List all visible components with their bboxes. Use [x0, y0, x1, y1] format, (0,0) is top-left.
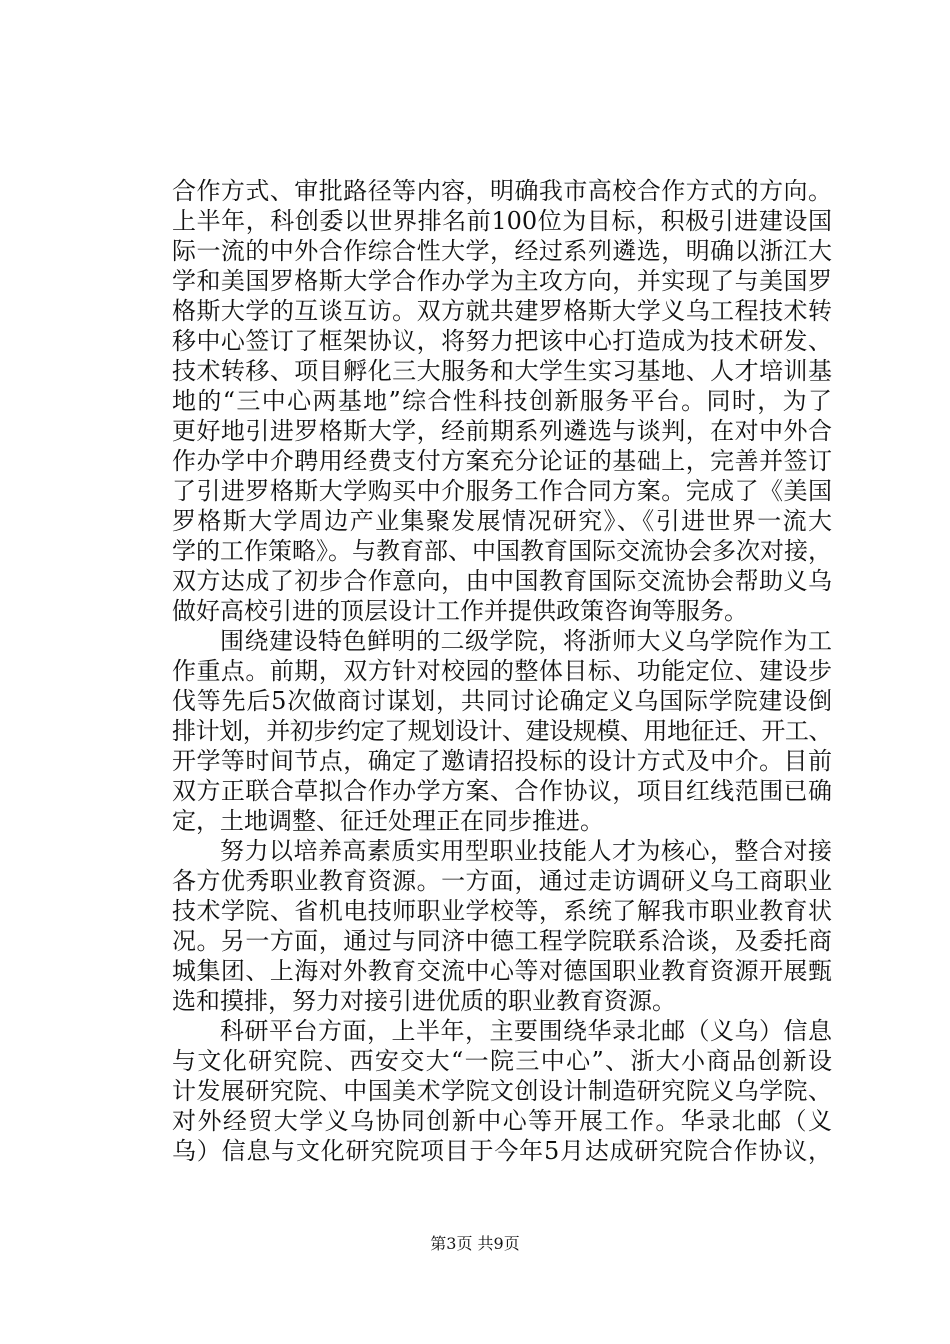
text-line: 况。另一方面，通过与同济中德工程学院联系洽谈，及委托商	[172, 927, 832, 955]
text-line: 合作方式、审批路径等内容，明确我市高校合作方式的方向。	[172, 177, 832, 205]
text-line: 开学等时间节点，确定了邀请招投标的设计方式及中介。目前	[172, 747, 832, 775]
text-line: 罗格斯大学周边产业集聚发展情况研究》、《引进世界一流大	[172, 507, 832, 535]
text-line: 学的工作策略》。与教育部、中国教育国际交流协会多次对接，	[172, 537, 832, 565]
text-line: 更好地引进罗格斯大学，经前期系列遴选与谈判，在对中外合	[172, 417, 832, 445]
text-line: 乌）信息与文化研究院项目于今年5月达成研究院合作协议，	[172, 1137, 832, 1165]
text-line: 各方优秀职业教育资源。一方面，通过走访调研义乌工商职业	[172, 867, 832, 895]
text-line: 技术学院、省机电技师职业学校等，系统了解我市职业教育状	[172, 897, 832, 925]
text-line: 定，土地调整、征迁处理正在同步推进。	[172, 807, 604, 835]
text-line: 学和美国罗格斯大学合作办学为主攻方向，并实现了与美国罗	[172, 267, 832, 295]
text-line: 对外经贸大学义乌协同创新中心等开展工作。华录北邮（义	[172, 1107, 832, 1135]
text-line: 技术转移、项目孵化三大服务和大学生实习基地、人才培训基	[172, 357, 832, 385]
text-line: 努力以培养高素质实用型职业技能人才为核心，整合对接	[220, 837, 832, 865]
text-line: 伐等先后5次做商讨谋划，共同讨论确定义乌国际学院建设倒	[172, 687, 832, 715]
text-line: 上半年，科创委以世界排名前100位为目标，积极引进建设国	[172, 207, 832, 235]
text-line: 地的“三中心两基地”综合性科技创新服务平台。同时，为了	[172, 387, 832, 415]
text-line: 双方达成了初步合作意向，由中国教育国际交流协会帮助义乌	[172, 567, 832, 595]
body-text	[172, 176, 832, 1166]
text-line: 城集团、上海对外教育交流中心等对德国职业教育资源开展甄	[172, 957, 832, 985]
text-line: 格斯大学的互谈互访。双方就共建罗格斯大学义乌工程技术转	[172, 297, 832, 325]
text-line: 双方正联合草拟合作办学方案、合作协议，项目红线范围已确	[172, 777, 832, 805]
text-line: 移中心签订了框架协议，将努力把该中心打造成为技术研发、	[172, 327, 832, 355]
text-line: 际一流的中外合作综合性大学，经过系列遴选，明确以浙江大	[172, 237, 832, 265]
text-line: 科研平台方面，上半年，主要围绕华录北邮（义乌）信息	[220, 1017, 832, 1045]
page-footer: 第3页 共9页	[430, 1234, 520, 1253]
text-line: 作重点。前期，双方针对校园的整体目标、功能定位、建设步	[172, 657, 832, 685]
text-line: 计发展研究院、中国美术学院文创设计制造研究院义乌学院、	[172, 1077, 832, 1105]
text-line: 作办学中介聘用经费支付方案充分论证的基础上，完善并签订	[172, 447, 832, 475]
text-line: 与文化研究院、西安交大“一院三中心”、浙大小商品创新设	[172, 1047, 832, 1075]
text-line: 了引进罗格斯大学购买中介服务工作合同方案。完成了《美国	[172, 477, 832, 505]
text-line: 围绕建设特色鲜明的二级学院，将浙师大义乌学院作为工	[220, 627, 832, 655]
text-line: 做好高校引进的顶层设计工作并提供政策咨询等服务。	[172, 597, 748, 625]
text-line: 排计划，并初步约定了规划设计、建设规模、用地征迁、开工、	[172, 717, 832, 745]
text-line: 选和摸排，努力对接引进优质的职业教育资源。	[172, 987, 676, 1015]
